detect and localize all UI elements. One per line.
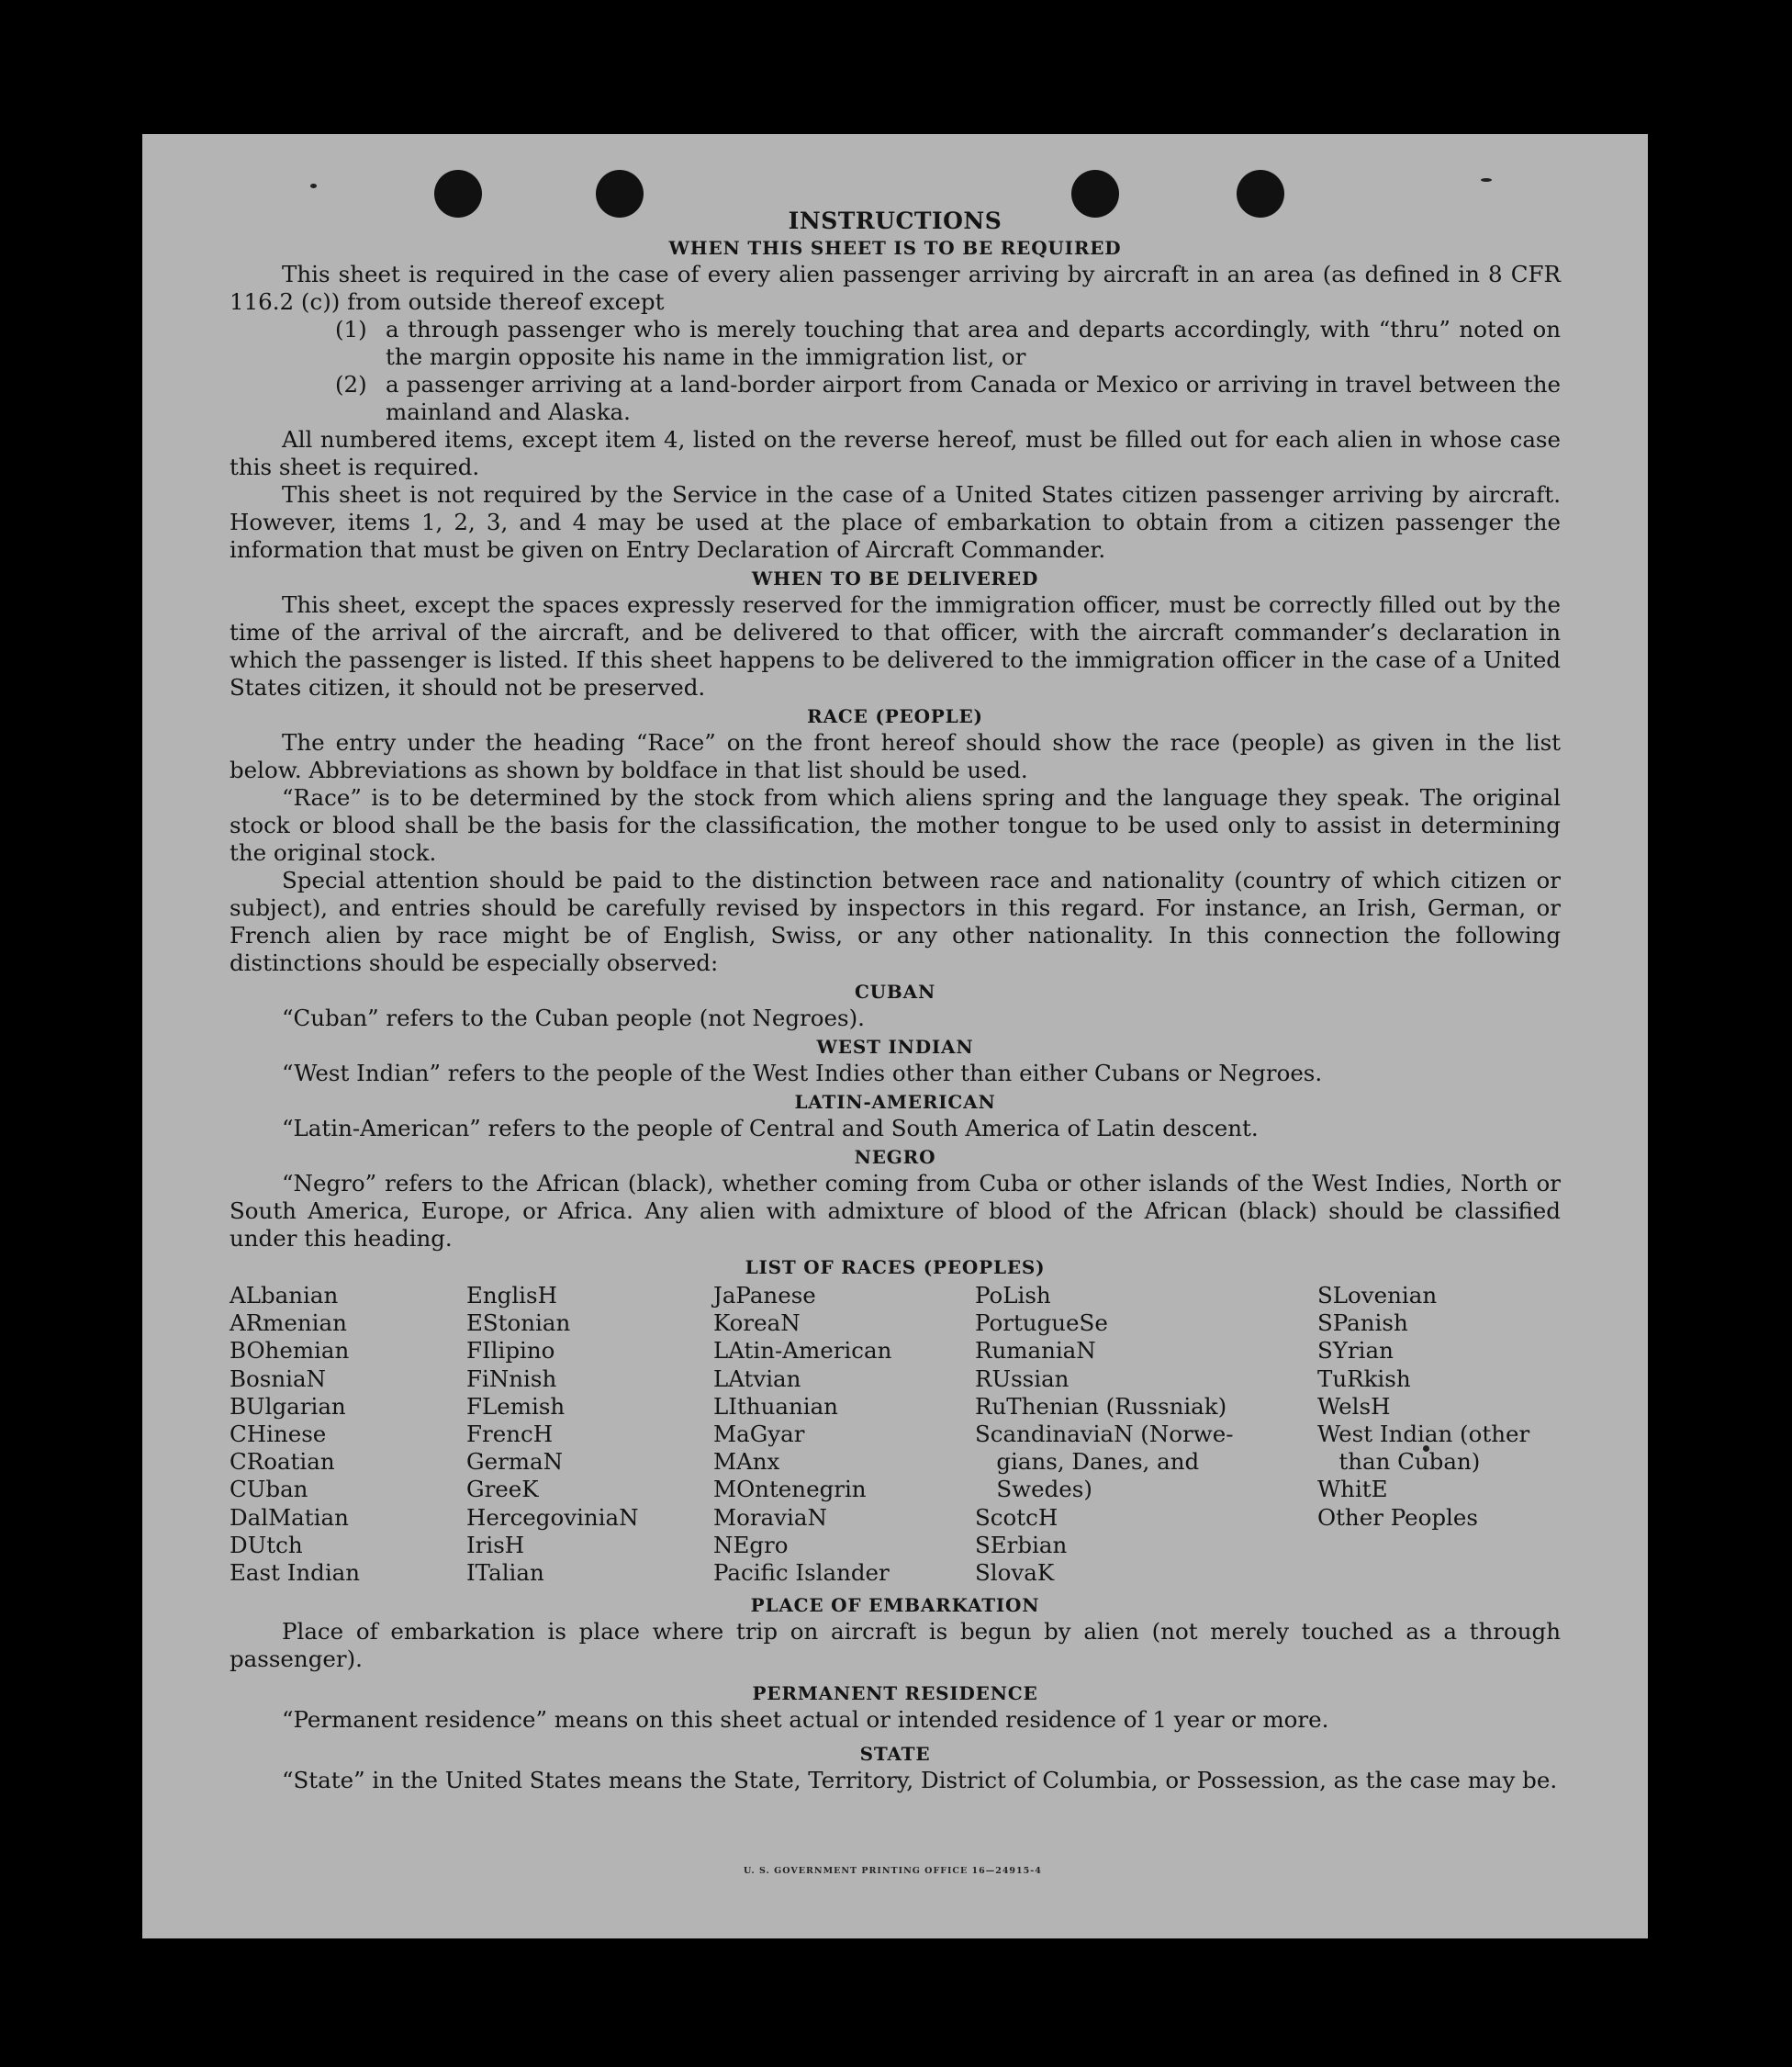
section-title: WEST INDIAN: [816, 1036, 974, 1058]
race-entry: RumaniaN: [975, 1337, 1096, 1365]
race-entry: FiNnish: [466, 1365, 557, 1392]
race-entry: SlovaK: [975, 1559, 1055, 1587]
race-entry: MAnx: [713, 1448, 780, 1476]
list-number: (2): [335, 371, 367, 398]
race-entry: HercegoviniaN: [466, 1503, 639, 1531]
race-entry: DalMatian: [230, 1503, 349, 1531]
section-title: STATE: [859, 1743, 931, 1766]
paragraph: “West Indian” refers to the people of the West Indies other than either Cubans or Negroes.: [282, 1060, 1323, 1086]
race-entry: MaGyar: [713, 1421, 805, 1448]
race-entry: Pacific Islander: [713, 1559, 890, 1587]
race-entry: LAtvian: [713, 1365, 801, 1392]
section-title: CUBAN: [854, 981, 936, 1003]
races-column: [466, 1282, 713, 1587]
race-entry: LIthuanian: [713, 1392, 838, 1420]
instructions-content: [230, 208, 1561, 1794]
races-column: [1317, 1282, 1556, 1587]
race-entry: Swedes): [975, 1476, 1092, 1503]
race-entry: gians, Danes, and: [975, 1448, 1200, 1476]
race-entry: than Cuban): [1317, 1448, 1481, 1476]
section-title: PERMANENT RESIDENCE: [752, 1682, 1038, 1705]
race-entry: CHinese: [230, 1421, 327, 1448]
section-title: LIST OF RACES (PEOPLES): [745, 1256, 1046, 1278]
paragraph: “Cuban” refers to the Cuban people (not Negroes).: [282, 1005, 865, 1031]
race-entry: CRoatian: [230, 1448, 335, 1476]
race-entry: Other Peoples: [1317, 1503, 1478, 1531]
paragraph: “Negro” refers to the African (black), whether coming from Cuba or other islands of the West Indies, North or South America, Europe, or Africa. Any alien with admixture of blood of the African (black) should be classified under this heading.: [230, 1170, 1561, 1252]
race-entry: MoraviaN: [713, 1503, 827, 1531]
race-entry: ScandinaviaN (Norwe-: [975, 1421, 1234, 1448]
list-item: [335, 316, 1561, 371]
page-title: INSTRUCTIONS: [788, 208, 1002, 234]
section-title: WHEN TO BE DELIVERED: [751, 567, 1039, 590]
races-list: [230, 1282, 1561, 1587]
race-entry: BUlgarian: [230, 1392, 346, 1420]
race-entry: DUtch: [230, 1531, 303, 1558]
race-entry: BosniaN: [230, 1365, 326, 1392]
race-entry: CUban: [230, 1476, 308, 1503]
paragraph: Place of embarkation is place where trip on aircraft is begun by alien (not merely touched as a through passenger).: [230, 1618, 1561, 1673]
section-title: WHEN THIS SHEET IS TO BE REQUIRED: [668, 237, 1122, 259]
race-entry: GermaN: [466, 1448, 564, 1476]
race-entry: East Indian: [230, 1559, 361, 1587]
speck-mark: [1481, 178, 1492, 182]
race-entry: IrisH: [466, 1531, 525, 1558]
race-entry: TuRkish: [1317, 1365, 1411, 1392]
race-entry: KoreaN: [713, 1309, 801, 1337]
race-entry: ScotcH: [975, 1503, 1058, 1531]
race-entry: West Indian (other: [1317, 1421, 1530, 1448]
race-entry: NEgro: [713, 1531, 789, 1558]
race-entry: WelsH: [1317, 1392, 1391, 1420]
paragraph: The entry under the heading “Race” on the front hereof should show the race (people) as given in the list below. Abbreviations as shown by boldface in that list should be used.: [230, 729, 1561, 783]
race-entry: FrencH: [466, 1421, 554, 1448]
races-column: [975, 1282, 1317, 1587]
race-entry: MOntenegrin: [713, 1476, 867, 1503]
race-entry: EStonian: [466, 1309, 571, 1337]
race-entry: RUssian: [975, 1365, 1070, 1392]
document-sheet: [142, 134, 1648, 1938]
race-entry: EnglisH: [466, 1282, 557, 1309]
race-entry: GreeK: [466, 1476, 539, 1503]
list-item: [335, 371, 1561, 426]
race-entry: SPanish: [1317, 1309, 1408, 1337]
section-title: PLACE OF EMBARKATION: [750, 1594, 1040, 1617]
paragraph: This sheet is not required by the Service in the case of a United States citizen passenger arriving by aircraft. However, items 1, 2, 3, and 4 may be used at the place of embarkation to obtain from a citizen passenger the information that must be given on Entry Declaration of Aircraft Commander.: [230, 481, 1561, 563]
paragraph: “Latin-American” refers to the people of Central and South America of Latin descent.: [282, 1115, 1259, 1141]
race-entry: SYrian: [1317, 1337, 1394, 1365]
race-entry: PoLish: [975, 1282, 1051, 1309]
race-entry: FIlipino: [466, 1337, 555, 1365]
list-text: a through passenger who is merely touching that area and departs accordingly, with “thru” noted on the margin opposite his name in the immigration list, or: [386, 316, 1561, 370]
race-entry: WhitE: [1317, 1476, 1388, 1503]
list-number: (1): [335, 316, 367, 343]
paragraph: “Race” is to be determined by the stock from which aliens spring and the language they speak. The original stock or blood shall be the basis for the classification, the mother tongue to be used only to assist in determining the original stock.: [230, 784, 1561, 866]
race-entry: ARmenian: [230, 1309, 347, 1337]
list-text: a passenger arriving at a land-border airport from Canada or Mexico or arriving in travel between the mainland and Alaska.: [386, 371, 1561, 425]
race-entry: FLemish: [466, 1392, 566, 1420]
race-entry: JaPanese: [713, 1282, 816, 1309]
race-entry: BOhemian: [230, 1337, 350, 1365]
paragraph: This sheet, except the spaces expressly reserved for the immigration officer, must be correctly filled out by the time of the arrival of the aircraft, and be delivered to that officer, with the aircraft commander’s declaration in which the passenger is listed. If this sheet happens to be delivered to the immigration officer in the case of a United States citizen, it should not be preserved.: [230, 591, 1561, 701]
paragraph: All numbered items, except item 4, listed on the reverse hereof, must be filled out for each alien in whose case this sheet is required.: [230, 426, 1561, 480]
races-column: [230, 1282, 466, 1587]
section-title: RACE (PEOPLE): [807, 705, 983, 727]
paragraph: “State” in the United States means the State, Territory, District of Columbia, or Possession, as the case may be.: [282, 1767, 1558, 1794]
race-entry: ALbanian: [230, 1282, 339, 1309]
races-column: [713, 1282, 975, 1587]
race-entry: LAtin-American: [713, 1337, 892, 1365]
printer-imprint: U. S. GOVERNMENT PRINTING OFFICE 16—24915-4: [744, 1866, 1042, 1876]
race-entry: SErbian: [975, 1531, 1068, 1558]
speck-mark: [310, 184, 317, 188]
race-entry: PortugueSe: [975, 1309, 1108, 1337]
paragraph: Special attention should be paid to the distinction between race and nationality (country of which citizen or subject), and entries should be carefully revised by inspectors in this regard. For instance, an Irish, German, or French alien by race might be of English, Swiss, or any other nationality. In this connection the following distinctions should be especially observed:: [230, 867, 1561, 976]
section-title: NEGRO: [854, 1146, 936, 1168]
race-entry: SLovenian: [1317, 1282, 1438, 1309]
race-entry: ITalian: [466, 1559, 544, 1587]
race-entry: RuThenian (Russniak): [975, 1392, 1227, 1420]
section-title: LATIN-AMERICAN: [794, 1091, 996, 1113]
paragraph: This sheet is required in the case of every alien passenger arriving by aircraft in an area (as defined in 8 CFR 116.2 (c)) from outside thereof except: [230, 261, 1561, 315]
paragraph: “Permanent residence” means on this sheet actual or intended residence of 1 year or more.: [282, 1706, 1329, 1734]
